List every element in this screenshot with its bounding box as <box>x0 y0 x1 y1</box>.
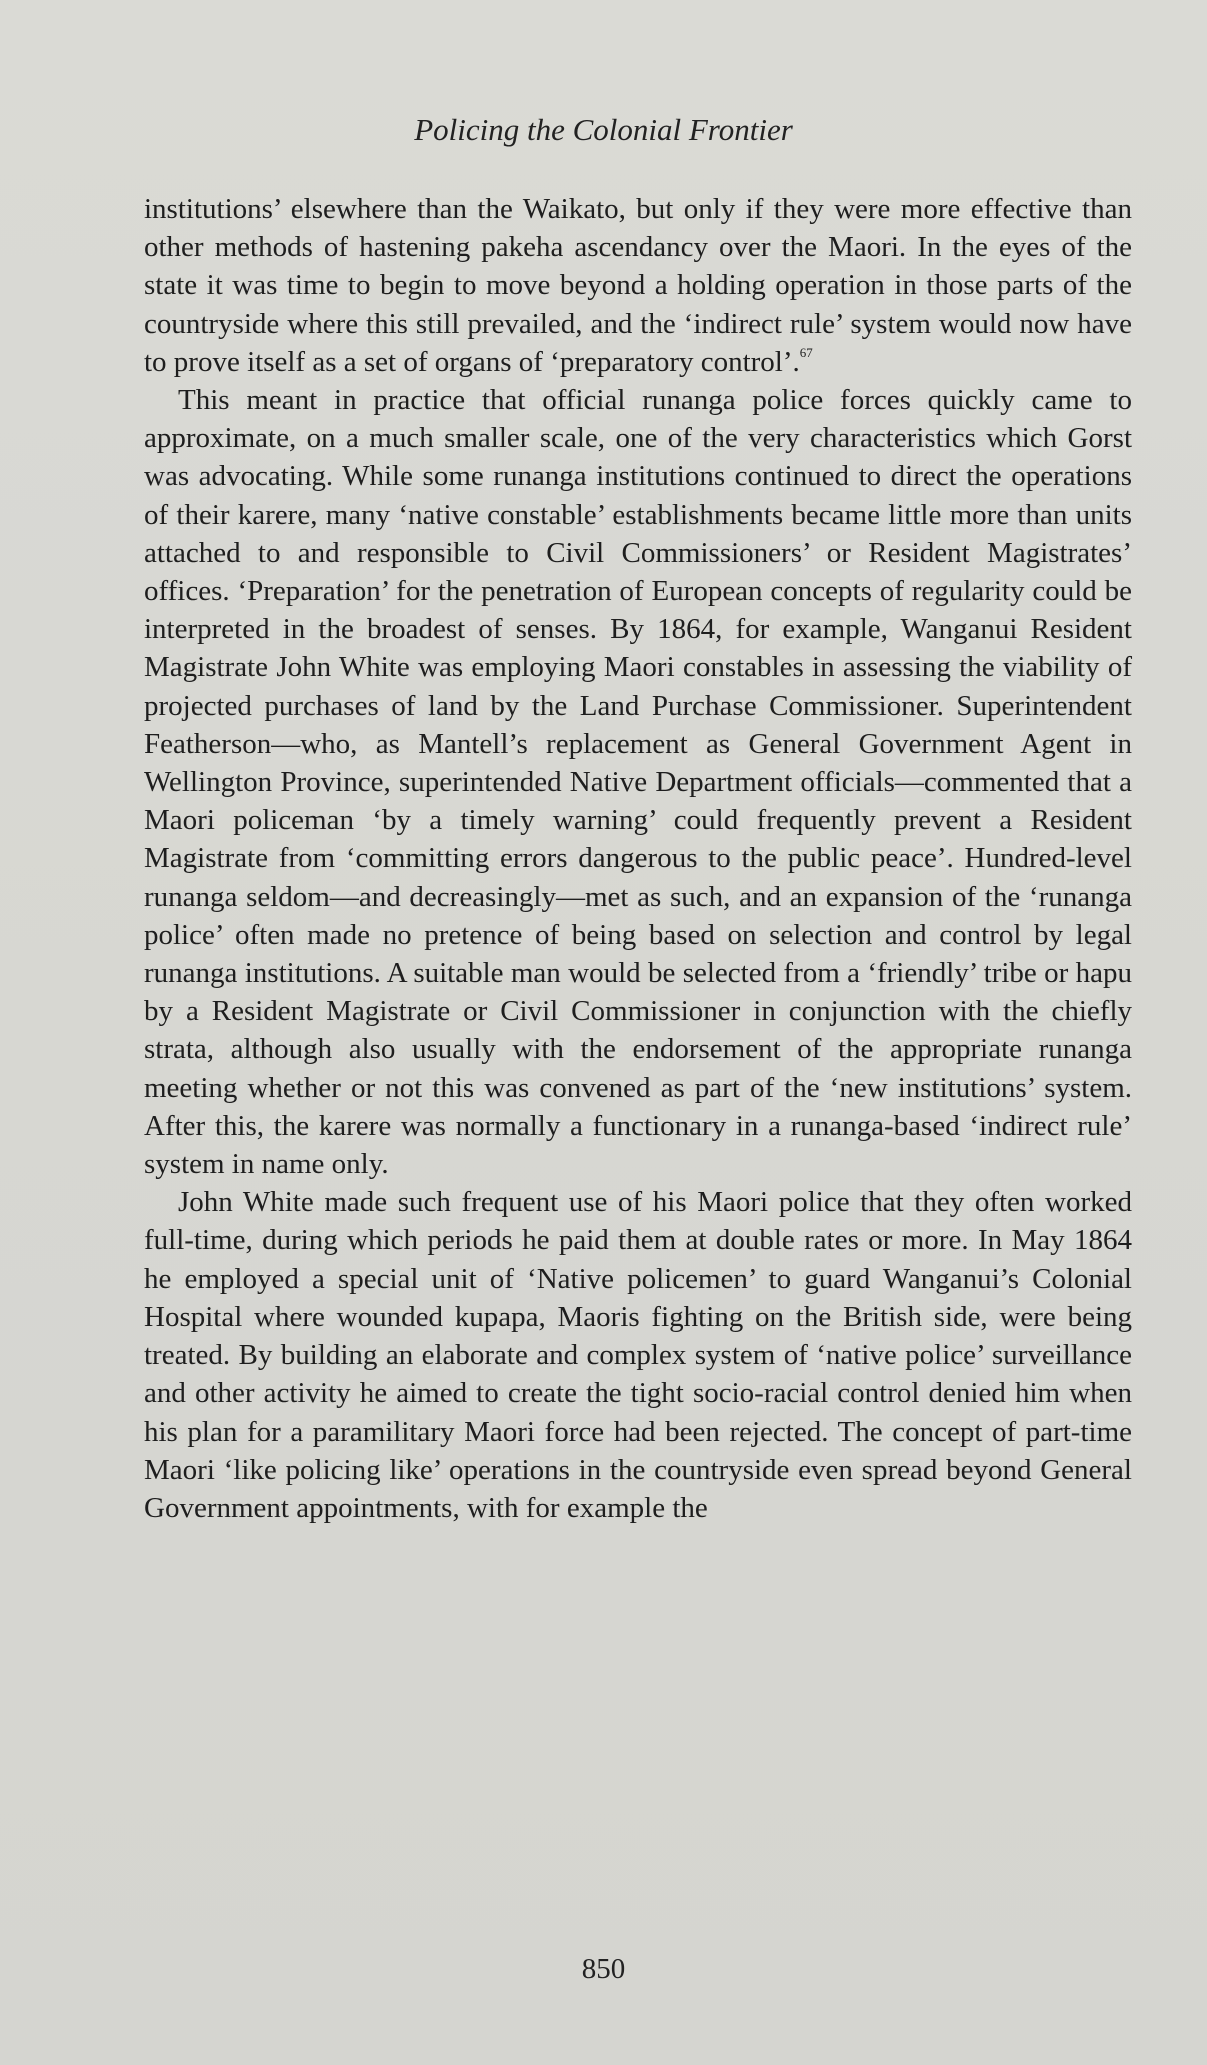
paragraph-text: institutions’ elsewhere than the Waikato, but only if they were more effective than other methods of hastening pakeha ascendancy over the Maori. In the eyes of the state it was time to begin to move beyond a holding operation in those parts of the countryside where this still prevailed, and the ‘indirect rule’ system would now have to prove itself as a set of organs of ‘preparatory control’. <box>144 193 1132 378</box>
paragraph <box>144 190 1132 381</box>
running-head: Policing the Colonial Frontier <box>414 112 793 147</box>
body-text <box>144 190 1132 1527</box>
footnote-ref: 67 <box>799 344 813 360</box>
paragraph: This meant in practice that official runanga police forces quickly came to approximate, on a much smaller scale, one of the very characteristics which Gorst was advocating. While some runanga institutions continued to direct the operations of their karere, many ‘native constable’ establishments became little more than units attached to and responsible to Civil Commissioners’ or Resident Magistrates’ offices. ‘Preparation’ for the penetration of European concepts of regularity could be interpreted in the broadest of senses. By 1864, for example, Wanganui Resident Magistrate John White was employing Maori constables in assessing the viability of projected purchases of land by the Land Purchase Commissioner. Superintendent Featherson—who, as Mantell’s replacement as General Government Agent in Wellington Province, superintended Native Department officials—commented that a Maori policeman ‘by a timely warning’ could frequently prevent a Resident Magistrate from ‘committing errors dangerous to the public peace’. Hundred-level runanga seldom—and decreasingly—met as such, and an expansion of the ‘runanga police’ often made no pretence of being based on selection and control by legal runanga institutions. A suitable man would be selected from a ‘friendly’ tribe or hapu by a Resident Magistrate or Civil Commissioner in conjunction with the chiefly strata, although also usually with the endorsement of the appropriate runanga meeting whether or not this was convened as part of the ‘new institutions’ system. After this, the karere was normally a functionary in a runanga-based ‘indirect rule’ system in name only. <box>144 384 1132 1181</box>
page-number: 850 <box>581 1953 626 1985</box>
paragraph: John White made such frequent use of his Maori police that they often worked full-time, during which periods he paid them at double rates or more. In May 1864 he employed a special unit of ‘Native policemen’ to guard Wanganui’s Colonial Hospital where wounded kupapa, Maoris fighting on the British side, were being treated. By building an elaborate and complex system of ‘native police’ surveillance and other activity he aimed to create the tight socio-racial control denied him when his plan for a paramilitary Maori force had been rejected. The concept of part-time Maori ‘like policing like’ operations in the countryside even spread beyond General Government appointments, with for example the <box>144 1186 1132 1524</box>
